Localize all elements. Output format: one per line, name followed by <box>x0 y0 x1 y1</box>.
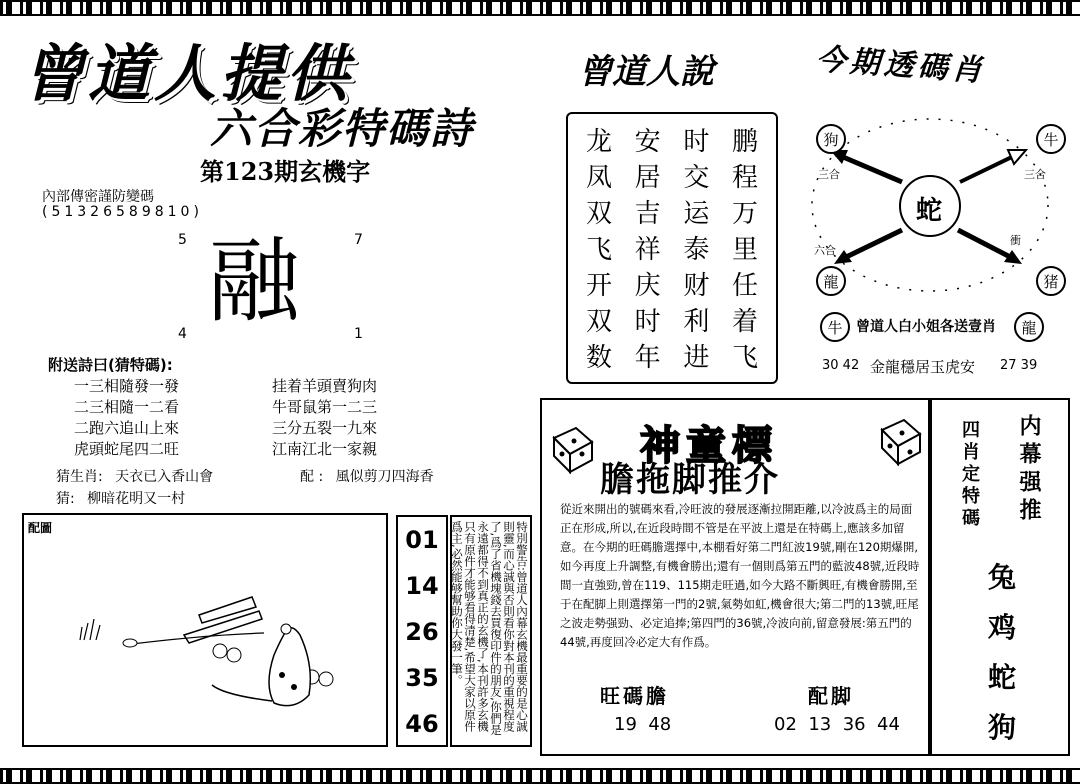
arrow-bl <box>840 230 902 260</box>
verse-row: 龙 安 时 鹏 <box>586 127 758 157</box>
label-br: 衝 <box>1010 234 1021 247</box>
label-tr: 三合 <box>1024 168 1046 181</box>
bottom-nums-left: 30 42 <box>822 358 860 373</box>
mouse-illustration <box>24 515 386 745</box>
bottom-border <box>0 768 1080 784</box>
number-item: 01 <box>405 526 439 554</box>
say-title: 曾道人說 <box>578 52 714 92</box>
guess-text: 柳暗花明又一村 <box>87 491 186 507</box>
poem-heading: 附送詩曰(猜特碼): <box>48 356 173 374</box>
issue-label: 第123期玄機字 <box>200 157 371 186</box>
bottom-text: 金龍穩居玉虎安 <box>870 358 976 376</box>
poem-line: 虎頭蛇尾四二旺 <box>74 440 180 458</box>
dice-icon <box>878 416 924 466</box>
poem-lines <box>50 376 470 460</box>
label-bl: 六合 <box>814 244 836 257</box>
zodiac-tr: 牛 <box>1036 124 1066 154</box>
number-item: 26 <box>405 618 439 646</box>
number-item: 14 <box>405 572 439 600</box>
special-warning: 特別警告:曾道人內幕玄機最重要的是心誠則靈,而心誠與否則看你對本刊的重視程度了,爲了省機塊錢去買復印件的朋友,你們是永遠都得不到真正的玄機了,本刊許多玄機只有原件才能够看得清楚,希望大家以原件爲主,必然能够幫助你大發一筆。 <box>450 515 532 747</box>
label-main-numbers: 旺碼膽 <box>600 684 669 708</box>
phone-number: (51326589810) <box>42 204 203 220</box>
riddle-character: 融 <box>208 228 301 335</box>
article-title: 膽拖脚推介 <box>600 460 780 500</box>
zodiac-text: 天衣已入香山會 <box>115 469 214 485</box>
verse-row: 飞 祥 泰 里 <box>586 235 758 265</box>
poem-line: 挂着羊頭賣狗肉 <box>272 377 378 395</box>
pair-text: 風似剪刀四海香 <box>335 469 434 485</box>
article-title-outline: 神童標 <box>640 423 778 469</box>
poem-line: 江南江北一家親 <box>272 440 378 458</box>
verse-row: 双 吉 运 万 <box>586 199 758 229</box>
main-title: 曾道人提供 <box>22 37 353 110</box>
footer-text: 曾道人白小姐各送壹肖 <box>856 319 996 335</box>
arrow-tl <box>836 154 902 182</box>
verse-row: 开 庆 财 任 <box>586 271 758 301</box>
corner-number-bl: 4 <box>178 326 187 342</box>
poem-line: 二三相隨一二看 <box>74 398 180 416</box>
main-numbers: 19 48 <box>614 714 672 735</box>
four-zodiac-label: 四肖定特碼 <box>959 420 980 530</box>
pick-zodiac: 兔 <box>988 561 1017 594</box>
arrow-br <box>958 230 1016 260</box>
secret-label: 內部傳密謹防變碼 <box>42 189 154 205</box>
label-side-numbers: 配脚 <box>808 684 854 708</box>
poem-line: 二跑六追山上來 <box>74 419 180 437</box>
guess-label: 猜: <box>56 491 75 507</box>
footer-zodiac-left: 牛 <box>820 312 850 342</box>
guess-hint-row <box>56 488 185 508</box>
poem-line: 三分五裂一九來 <box>272 419 378 437</box>
footer-zodiac-right: 龍 <box>1014 312 1044 342</box>
verse-row: 凤 居 交 程 <box>586 163 758 193</box>
bottom-nums-right: 27 39 <box>1000 358 1038 373</box>
zodiac-tl: 狗 <box>816 124 846 154</box>
insider-label: 内幕强推 <box>1016 414 1042 526</box>
zodiac-bl: 龍 <box>816 266 846 296</box>
dice-icon <box>550 424 596 474</box>
top-border <box>0 0 1080 16</box>
poem-line: 牛哥鼠第一二三 <box>272 398 378 416</box>
numbers-column <box>396 515 448 747</box>
subtitle: 六合彩特碼詩 <box>210 104 475 153</box>
label-tl: 三合 <box>818 168 840 181</box>
pick-zodiac: 鸡 <box>988 611 1017 644</box>
picture-label: 配圖 <box>28 521 53 535</box>
verse-row: 数 年 进 飞 <box>586 343 758 373</box>
article-body: 從近來開出的號碼來看,冷旺波的發展逐漸拉開距離,以冷波爲主的局面正在形成,所以,在近段時間不管是在平波上還是在特碼上,應該多加留意。在今期的旺碼膽選擇中,本棚看好第二門紅波19號,剛在120期爆開,如今再度上升調整,有機會勝出;還有一個則爲第五門的藍波48號,近段時間一直強勁,曾在119、115期走旺過,如今大路不斷興旺,有機會勝開,至于在配脚上則選擇第一門的2號,氣勢如虹,機會很大;第二門的13號,旺尾之波走勢强勁、必定追捧;第四門的36號,冷波向前,留意發展:第五門的44號,再度回冷必定大有作爲。 <box>560 502 920 649</box>
number-item: 46 <box>405 710 439 738</box>
pair-hint-row <box>300 466 434 486</box>
poem-line: 一三相隨發一發 <box>74 377 180 395</box>
picture-box <box>22 513 388 747</box>
pick-zodiac: 狗 <box>988 711 1017 744</box>
center-zodiac: 蛇 <box>916 196 943 226</box>
number-item: 35 <box>405 664 439 692</box>
zodiac-hint-row <box>56 466 213 486</box>
transparent-title: 今期透碼肖 <box>814 42 987 89</box>
arrow-tr <box>960 154 1018 182</box>
say-verse-box <box>566 112 778 384</box>
corner-number-tr: 7 <box>354 232 363 248</box>
zodiac-br: 猪 <box>1036 266 1066 296</box>
verse-row: 双 时 利 着 <box>586 307 758 337</box>
zodiac-label: 猜生肖: <box>56 469 103 485</box>
pair-label: 配 : <box>300 469 324 485</box>
side-numbers: 02 13 36 44 <box>774 714 900 735</box>
corner-number-br: 1 <box>354 326 363 342</box>
pick-zodiac: 蛇 <box>988 661 1017 694</box>
corner-number-tl: 5 <box>178 232 187 248</box>
